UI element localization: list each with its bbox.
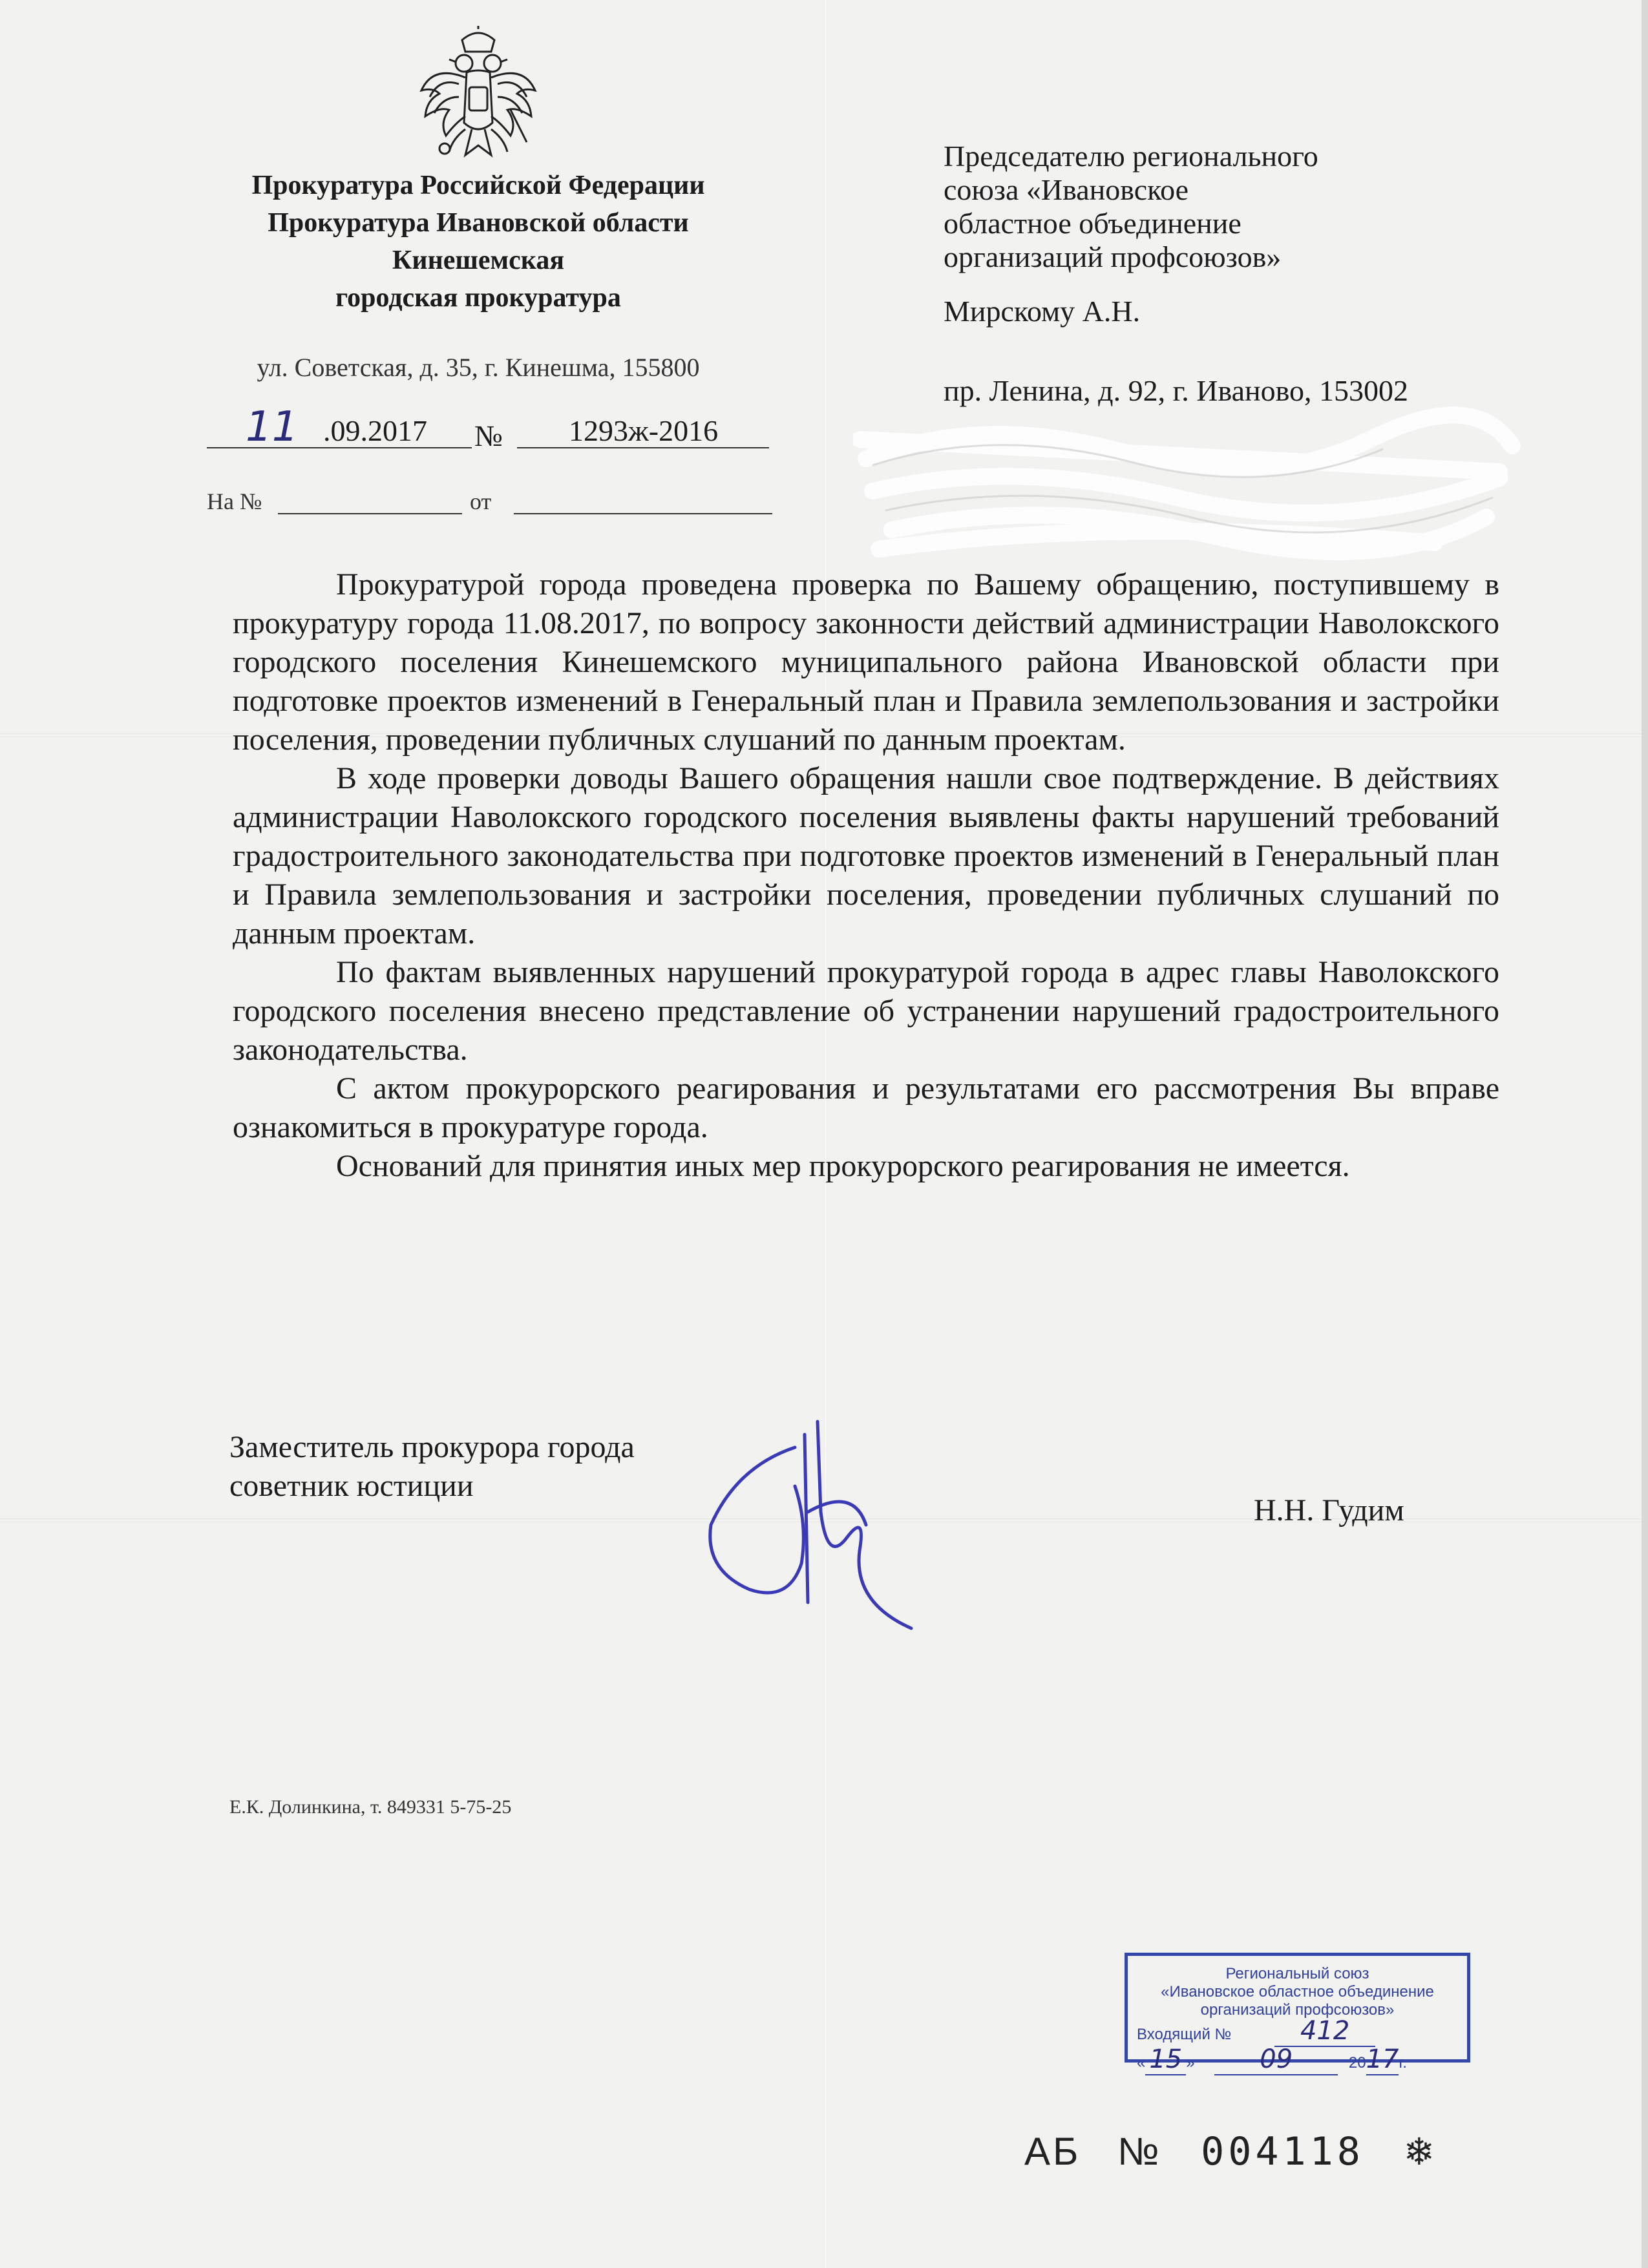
coat-of-arms-emblem [414, 26, 543, 174]
reg-number-field [517, 407, 769, 448]
signatory-position [229, 1428, 635, 1506]
org-line: Прокуратура Ивановской области [268, 208, 689, 238]
serial-number-sign: № [1117, 2130, 1162, 2173]
org-line: Кинешемская [392, 246, 565, 275]
redaction-scribble [853, 401, 1525, 569]
stamp-line: Региональный союз [1225, 1965, 1369, 1982]
stamp-date-day: 15 [1145, 2044, 1186, 2075]
date-field [207, 403, 472, 451]
signatory-position-line: Заместитель прокурора города [229, 1430, 635, 1464]
snowflake-icon: ❄ [1403, 2131, 1438, 2173]
reply-from-label: от [470, 488, 492, 514]
stamp-date-month: 09 [1214, 2044, 1338, 2075]
executor-contact: Е.К. Долинкина, т. 849331 5-75-25 [229, 1796, 512, 1818]
body-paragraph: По фактам выявленных нарушений прокуратурой города в адрес главы Наволокского городского поселения внесено представление об устранении нарушений градостроительного законодательства. [233, 955, 1499, 1067]
scan-edge [1642, 0, 1648, 2268]
org-line: Прокуратура Российской Федерации [251, 171, 705, 200]
body-paragraph: В ходе проверки доводы Вашего обращения нашли свое подтверждение. В действиях администрации Наволокского городского поселения выявлены факты нарушений требований градостроительного законодательства при подготовке проектов изменений в Генеральный план и Правила землепользования и застройки поселения, проведении публичных слушаний по данным проектам. [233, 761, 1499, 950]
stamp-year-prefix: 20 [1348, 2054, 1366, 2072]
letter-body [233, 565, 1499, 1186]
handwritten-date-day: 11 [246, 403, 299, 451]
blank-serial [1024, 2129, 1437, 2174]
org-line: городская прокуратура [335, 283, 621, 313]
number-sign: № [474, 419, 503, 452]
addressee-line: областное объединение [944, 207, 1241, 240]
sender-address: ул. Советская, д. 35, г. Кинешма, 155800 [257, 353, 700, 382]
reply-to-label: На № [207, 488, 262, 514]
addressee-line: Председателю регионального [944, 140, 1318, 173]
reg-number: 1293ж-2016 [569, 414, 719, 447]
body-paragraph: Оснований для принятия иных мер прокурорского реагирования не имеется. [336, 1149, 1350, 1183]
stamp-incoming-number: 412 [1274, 2016, 1375, 2047]
reply-to-field [278, 490, 462, 514]
body-paragraph: Прокуратурой города проведена проверка по Вашему обращению, поступившему в прокуратуру города 11.08.2017, по вопросу законности действий администрации Наволокского городского поселения Кинешемского муниципального района Ивановской области при подготовке проектов изменений в Генеральный план и Правила землепользования и застройки поселения, проведении публичных слушаний по данным проектам. [233, 567, 1499, 757]
serial-series: АБ [1024, 2130, 1081, 2173]
stamp-year-unit: г. [1399, 2054, 1407, 2072]
stamp-incoming-row [1128, 2016, 1467, 2046]
incoming-stamp [1125, 1953, 1470, 2074]
stamp-line: «Ивановское областное объединение [1161, 1983, 1434, 2000]
body-paragraph: С актом прокурорского реагирования и результатами его рассмотрения Вы вправе ознакомиться в прокуратуре города. [233, 1071, 1499, 1144]
addressee-name: Мирскому А.Н. [944, 295, 1141, 328]
handwritten-signature [698, 1409, 931, 1654]
addressee-line: союза «Ивановское [944, 173, 1189, 206]
stamp-incoming-label: Входящий № [1137, 2026, 1232, 2043]
serial-number: 004118 [1201, 2129, 1364, 2174]
reply-from-field [514, 490, 772, 514]
addressee-address: пр. Ленина, д. 92, г. Иваново, 153002 [944, 374, 1409, 407]
addressee-line: организаций профсоюзов» [944, 240, 1282, 273]
stamp-line: организаций профсоюзов» [1200, 2001, 1395, 2019]
stamp-date-row: « 15 » 09 2017г. [1137, 2044, 1407, 2074]
signatory-name: Н.Н. Гудим [1254, 1493, 1404, 1528]
date-month-year: .09.2017 [323, 414, 427, 447]
signatory-rank-line: советник юстиции [229, 1469, 474, 1503]
stamp-year-suffix: 17 [1366, 2044, 1399, 2074]
